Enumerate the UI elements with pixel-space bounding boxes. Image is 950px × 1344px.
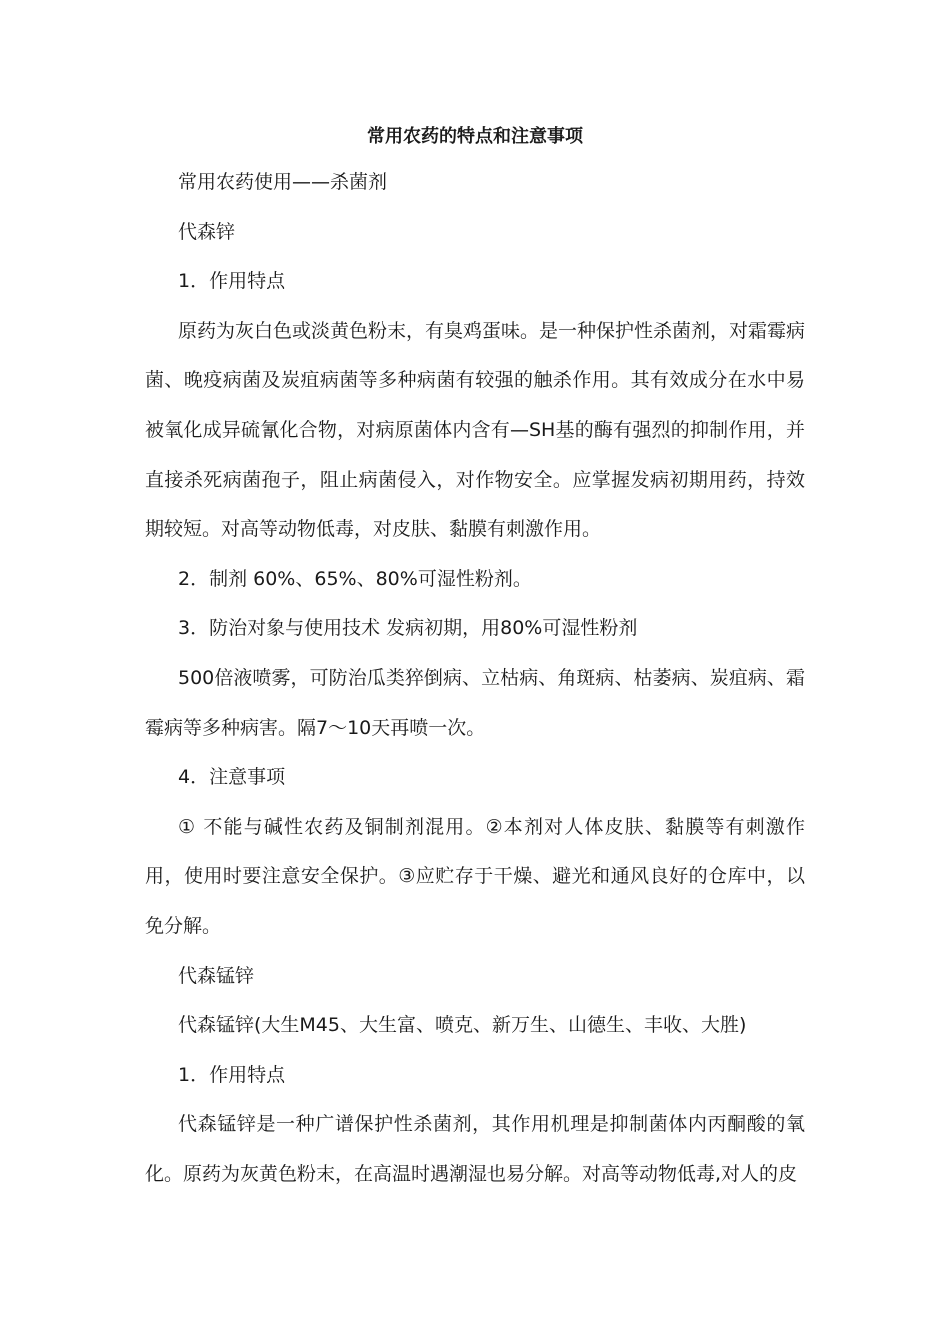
document-title: 常用农药的特点和注意事项 [367,126,583,147]
paragraph-zineb-usage: 3．防治对象与使用技术 发病初期，用80%可湿性粉剂 [178,617,638,640]
paragraph-zineb-usage-detail: 500倍液喷雾，可防治瓜类猝倒病、立枯病、角斑病、枯萎病、炭疽病、霜霉病等多种病害。隔7～10天再喷一次。 [145,666,805,739]
heading-zineb-precautions: 4．注意事项 [178,766,286,789]
heading-mancozeb-features: 1．作用特点 [178,1063,286,1086]
paragraph-zineb-features: 原药为灰白色或淡黄色粉末，有臭鸡蛋味。是一种保护性杀菌剂，对霜霉病菌、晚疫病菌及炭疽病菌等多种病菌有较强的触杀作用。其有效成分在水中易被氧化成异硫氰化合物，对病原菌体内含有—SH基的酶有强烈的抑制作用，并直接杀死病菌孢子，阻止病菌侵入，对作物安全。应掌握发病初期用药，持效期较短。对高等动物低毒，对皮肤、黏膜有刺激作用。 [145,319,806,541]
heading-zineb-features: 1．作用特点 [178,270,286,293]
paragraph-zineb-precautions: ① 不能与碱性农药及铜制剂混用。②本剂对人体皮肤、黏膜等有刺激作用，使用时要注意安全保护。③应贮存于干燥、避光和通风良好的仓库中，以免分解。 [145,815,805,937]
paragraph-mancozeb-features: 代森锰锌是一种广谱保护性杀菌剂，其作用机理是抑制菌体内丙酮酸的氧化。原药为灰黄色粉末，在高温时遇潮湿也易分解。对高等动物低毒,对人的皮 [145,1113,805,1185]
subheading-mancozeb: 代森锰锌 [178,964,255,987]
subheading-zineb: 代森锌 [178,220,236,243]
document-body [145,158,805,1199]
paragraph-zineb-formulation: 2．制剂 60%、65%、80%可湿性粉剂。 [178,567,532,590]
paragraph-mancozeb-names: 代森锰锌(大生M45、大生富、喷克、新万生、山德生、丰收、大胜) [178,1014,747,1037]
section-heading-fungicides: 常用农药使用——杀菌剂 [178,171,388,193]
